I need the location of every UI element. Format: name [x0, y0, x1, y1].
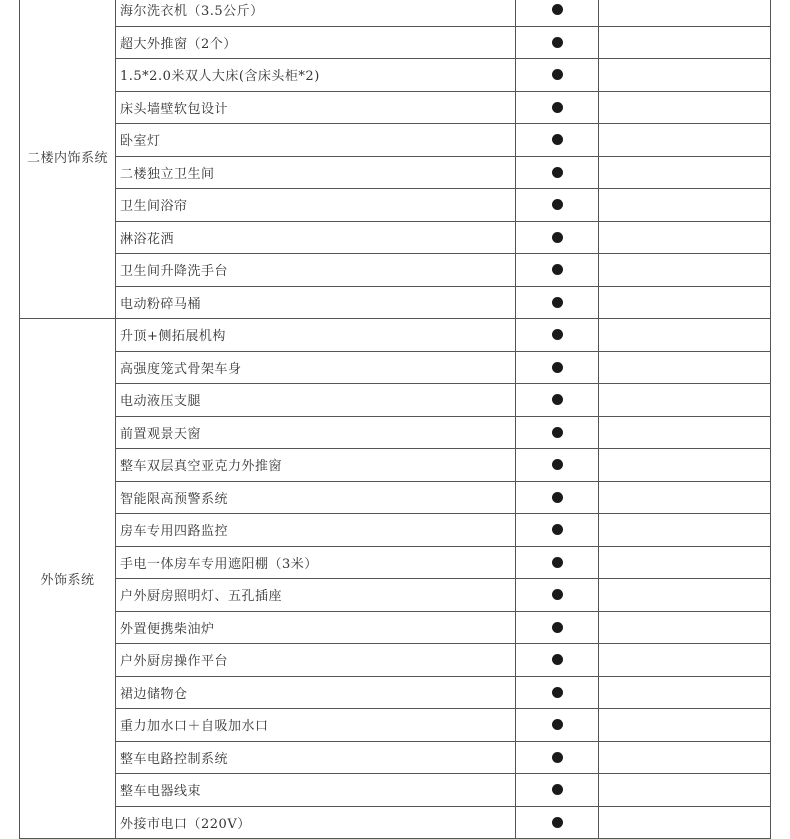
item-name: 房车专用四路监控 — [116, 514, 516, 547]
standard-mark-cell — [516, 579, 599, 612]
spec-table — [19, 0, 771, 839]
standard-mark-cell — [516, 0, 599, 26]
empty-cell — [599, 91, 771, 124]
empty-cell — [599, 384, 771, 417]
standard-mark-cell — [516, 156, 599, 189]
empty-cell — [599, 26, 771, 59]
empty-cell — [599, 481, 771, 514]
filled-circle-icon — [552, 329, 563, 340]
table-row — [20, 124, 771, 157]
filled-circle-icon — [552, 297, 563, 308]
filled-circle-icon — [552, 37, 563, 48]
table-row — [20, 26, 771, 59]
empty-cell — [599, 124, 771, 157]
table-row — [20, 579, 771, 612]
filled-circle-icon — [552, 394, 563, 405]
item-name: 整车双层真空亚克力外推窗 — [116, 449, 516, 482]
filled-circle-icon — [552, 427, 563, 438]
filled-circle-icon — [552, 167, 563, 178]
filled-circle-icon — [552, 459, 563, 470]
group-label: 二楼内饰系统 — [20, 0, 116, 319]
item-name: 1.5*2.0米双人大床(含床头柜*2) — [116, 59, 516, 92]
table-row — [20, 741, 771, 774]
empty-cell — [599, 709, 771, 742]
table-row — [20, 91, 771, 124]
item-name: 海尔洗衣机（3.5公斤） — [116, 0, 516, 26]
standard-mark-cell — [516, 254, 599, 287]
empty-cell — [599, 319, 771, 352]
table-row — [20, 644, 771, 677]
standard-mark-cell — [516, 26, 599, 59]
filled-circle-icon — [552, 817, 563, 828]
item-name: 户外厨房操作平台 — [116, 644, 516, 677]
standard-mark-cell — [516, 449, 599, 482]
table-row — [20, 709, 771, 742]
filled-circle-icon — [552, 557, 563, 568]
standard-mark-cell — [516, 221, 599, 254]
standard-mark-cell — [516, 319, 599, 352]
empty-cell — [599, 254, 771, 287]
standard-mark-cell — [516, 546, 599, 579]
table-row — [20, 611, 771, 644]
group-label: 外饰系统 — [20, 319, 116, 839]
filled-circle-icon — [552, 199, 563, 210]
item-name: 高强度笼式骨架车身 — [116, 351, 516, 384]
empty-cell — [599, 774, 771, 807]
standard-mark-cell — [516, 644, 599, 677]
table-row — [20, 514, 771, 547]
table-row — [20, 546, 771, 579]
standard-mark-cell — [516, 286, 599, 319]
standard-mark-cell — [516, 676, 599, 709]
filled-circle-icon — [552, 622, 563, 633]
standard-mark-cell — [516, 124, 599, 157]
table-row — [20, 286, 771, 319]
filled-circle-icon — [552, 752, 563, 763]
filled-circle-icon — [552, 264, 563, 275]
item-name: 电动液压支腿 — [116, 384, 516, 417]
filled-circle-icon — [552, 654, 563, 665]
filled-circle-icon — [552, 687, 563, 698]
empty-cell — [599, 676, 771, 709]
empty-cell — [599, 59, 771, 92]
table-row — [20, 351, 771, 384]
empty-cell — [599, 644, 771, 677]
filled-circle-icon — [552, 362, 563, 373]
item-name: 电动粉碎马桶 — [116, 286, 516, 319]
empty-cell — [599, 416, 771, 449]
item-name: 重力加水口＋自吸加水口 — [116, 709, 516, 742]
standard-mark-cell — [516, 741, 599, 774]
empty-cell — [599, 189, 771, 222]
standard-mark-cell — [516, 416, 599, 449]
item-name: 前置观景天窗 — [116, 416, 516, 449]
table-row — [20, 156, 771, 189]
standard-mark-cell — [516, 709, 599, 742]
item-name: 外接市电口（220V） — [116, 806, 516, 839]
standard-mark-cell — [516, 91, 599, 124]
empty-cell — [599, 579, 771, 612]
filled-circle-icon — [552, 4, 563, 15]
item-name: 超大外推窗（2个） — [116, 26, 516, 59]
item-name: 户外厨房照明灯、五孔插座 — [116, 579, 516, 612]
item-name: 卫生间浴帘 — [116, 189, 516, 222]
item-name: 整车电器线束 — [116, 774, 516, 807]
standard-mark-cell — [516, 59, 599, 92]
item-name: 二楼独立卫生间 — [116, 156, 516, 189]
table-row — [20, 774, 771, 807]
table-row — [20, 189, 771, 222]
empty-cell — [599, 514, 771, 547]
table-row — [20, 254, 771, 287]
empty-cell — [599, 156, 771, 189]
standard-mark-cell — [516, 384, 599, 417]
table-row — [20, 59, 771, 92]
table-row — [20, 221, 771, 254]
item-name: 床头墙壁软包设计 — [116, 91, 516, 124]
empty-cell — [599, 546, 771, 579]
spec-table-body — [20, 0, 771, 839]
empty-cell — [599, 741, 771, 774]
item-name: 外置便携柴油炉 — [116, 611, 516, 644]
item-name: 手电一体房车专用遮阳棚（3米） — [116, 546, 516, 579]
item-name: 卧室灯 — [116, 124, 516, 157]
filled-circle-icon — [552, 102, 563, 113]
table-row — [20, 449, 771, 482]
filled-circle-icon — [552, 719, 563, 730]
item-name: 卫生间升降洗手台 — [116, 254, 516, 287]
item-name: 裙边储物仓 — [116, 676, 516, 709]
table-row — [20, 384, 771, 417]
table-row — [20, 0, 771, 26]
filled-circle-icon — [552, 784, 563, 795]
item-name: 整车电路控制系统 — [116, 741, 516, 774]
filled-circle-icon — [552, 232, 563, 243]
table-row — [20, 416, 771, 449]
empty-cell — [599, 286, 771, 319]
standard-mark-cell — [516, 189, 599, 222]
table-row — [20, 676, 771, 709]
filled-circle-icon — [552, 134, 563, 145]
standard-mark-cell — [516, 514, 599, 547]
item-name: 淋浴花洒 — [116, 221, 516, 254]
standard-mark-cell — [516, 481, 599, 514]
filled-circle-icon — [552, 69, 563, 80]
filled-circle-icon — [552, 492, 563, 503]
item-name: 智能限高预警系统 — [116, 481, 516, 514]
table-row — [20, 481, 771, 514]
standard-mark-cell — [516, 774, 599, 807]
filled-circle-icon — [552, 589, 563, 600]
empty-cell — [599, 611, 771, 644]
standard-mark-cell — [516, 351, 599, 384]
empty-cell — [599, 351, 771, 384]
empty-cell — [599, 221, 771, 254]
item-name: 升顶+侧拓展机构 — [116, 319, 516, 352]
standard-mark-cell — [516, 611, 599, 644]
empty-cell — [599, 0, 771, 26]
filled-circle-icon — [552, 524, 563, 535]
table-row — [20, 319, 771, 352]
empty-cell — [599, 449, 771, 482]
